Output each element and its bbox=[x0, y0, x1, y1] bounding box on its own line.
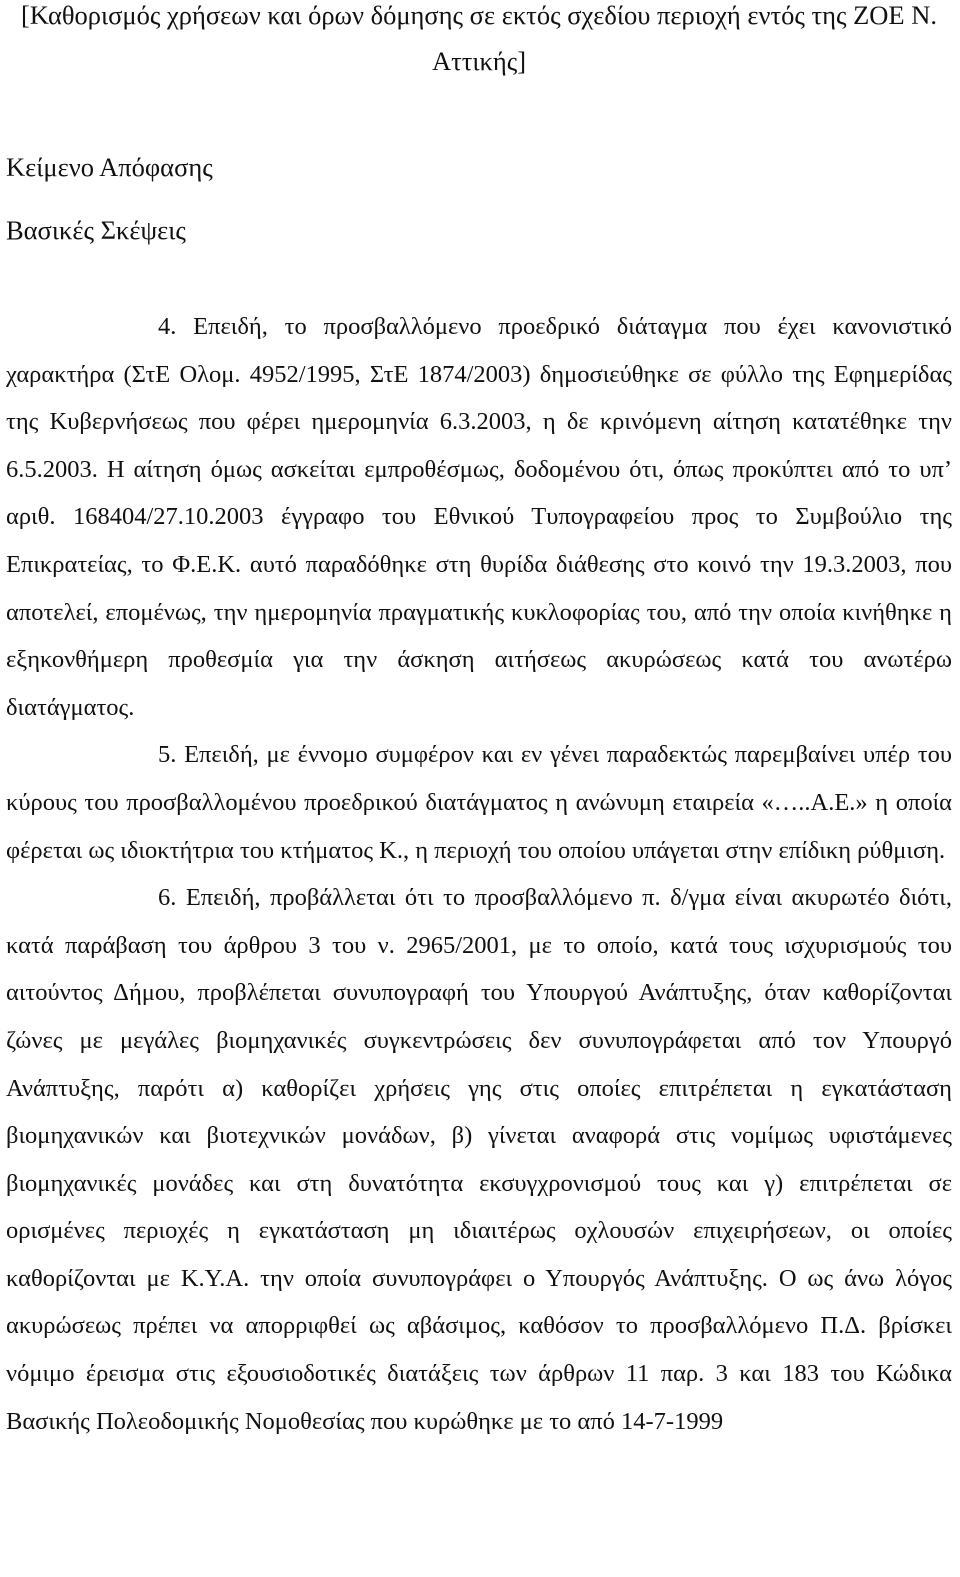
basic-considerations-heading: Βασικές Σκέψεις bbox=[6, 215, 186, 245]
decision-text-heading: Κείμενο Απόφασης bbox=[6, 152, 213, 182]
paragraph-5: 5. Επειδή, με έννομο συμφέρον και εν γένει παραδεκτώς παρεμβαίνει υπέρ του κύρους του προσβαλλομένου προεδρικού διατάγματος η ανώνυμη εταιρεία «…..Α.Ε.» η οποία φέρεται ως ιδιοκτήτρια του κτήματος Κ., η περιοχή του οποίου υπάγεται στην επίδικη ρύθμιση. bbox=[6, 741, 952, 864]
paragraph-6: 6. Επειδή, προβάλλεται ότι το προσβαλλόμενο π. δ/γμα είναι ακυρωτέο διότι, κατά παράβαση του άρθρου 3 του ν. 2965/2001, με το οποίο, κατά τους ισχυρισμούς του αιτούντος Δήμου, προβλέπεται συνυπογραφή του Υπουργού Ανάπτυξης, όταν καθορίζονται ζώνες με μεγάλες βιομηχανικές συγκεντρώσεις δεν συνυπογράφεται από τον Υπουργό Ανάπτυξης, παρότι α) καθορίζει χρήσεις γης στις οποίες επιτρέπεται η εγκατάσταση βιομηχανικών και βιοτεχνικών μονάδων, β) γίνεται αναφορά στις νομίμως υφιστάμενες βιομηχανικές μονάδες και στη δυνατότητα εκσυγχρονισμού τους και γ) επιτρέπεται σε ορισμένες περιοχές η εγκατάσταση μη ιδιαιτέρως οχλουσών επιχειρήσεων, οι οποίες καθορίζονται με Κ.Υ.Α. την οποία συνυπογράφει ο Υπουργός Ανάπτυξης. Ο ως άνω λόγος ακυρώσεως πρέπει να απορριφθεί ως αβάσιμος, καθόσον το προσβαλλόμενο Π.Δ. βρίσκει νόμιμο έρεισμα στις εξουσιοδοτικές διατάξεις των άρθρων 11 παρ. 3 και 183 του Κώδικα Βασικής Πολεοδομικής Νομοθεσίας που κυρώθηκε με το από 14-7-1999 bbox=[6, 884, 952, 1435]
document-body bbox=[6, 303, 952, 1445]
paragraph-4: 4. Επειδή, το προσβαλλόμενο προεδρικό διάταγμα που έχει κανονιστικό χαρακτήρα (ΣτΕ Ολομ. 4952/1995, ΣτΕ 1874/2003) δημοσιεύθηκε σε φύλλο της Εφημερίδας της Κυβερνήσεως που φέρει ημερομηνία 6.3.2003, η δε κρινόμενη αίτηση κατατέθηκε την 6.5.2003. Η αίτηση όμως ασκείται εμπροθέσμως, δοδομένου ότι, όπως προκύπτει από το υπ’ αριθ. 168404/27.10.2003 έγγραφο του Εθνικού Τυπογραφείου προς το Συμβούλιο της Επικρατείας, το Φ.Ε.Κ. αυτό παραδόθηκε στη θυρίδα διάθεσης στο κοινό την 19.3.2003, που αποτελεί, επομένως, την ημερομηνία πραγματικής κυκλοφορίας του, από την οποία κινήθηκε η εξηκονθήμερη προθεσμία για την άσκηση αιτήσεως ακυρώσεως κατά του ανωτέρω διατάγματος. bbox=[6, 313, 952, 721]
document-title: [Καθορισμός χρήσεων και όρων δόμησης σε εκτός σχεδίου περιοχή εντός της ΖΟΕ Ν. Αττικής] bbox=[20, 0, 937, 76]
